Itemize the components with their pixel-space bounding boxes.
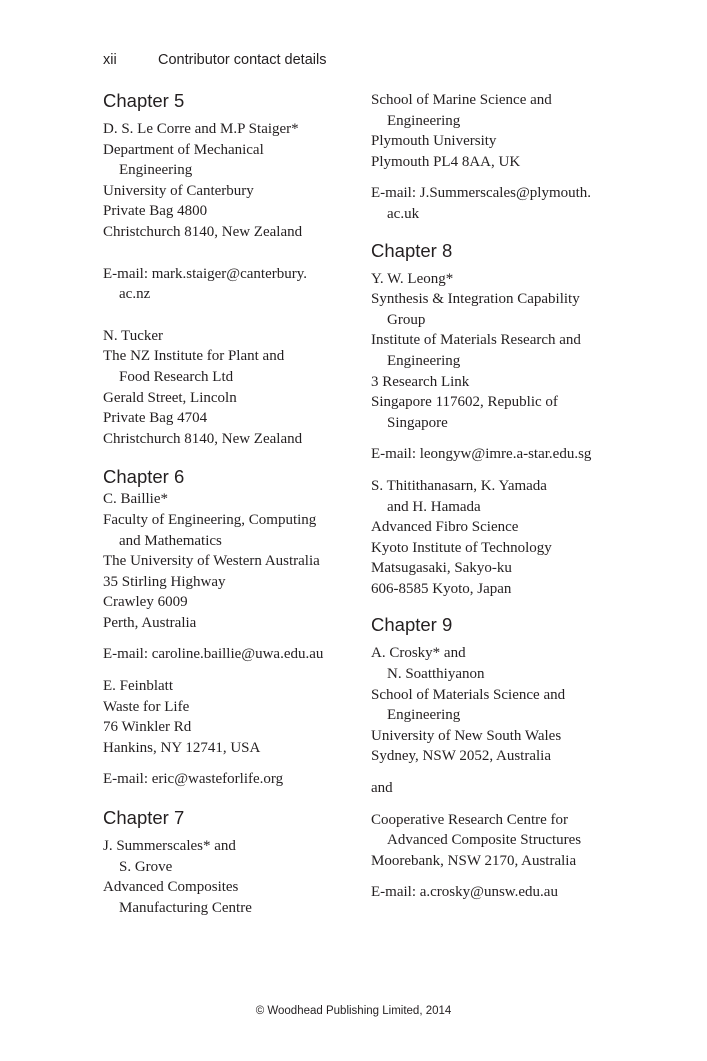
affiliation-line: Plymouth University — [371, 133, 497, 150]
affiliation-line: Engineering — [387, 707, 461, 724]
contributor-names: E. Feinblatt — [103, 678, 173, 695]
right-column — [371, 90, 633, 914]
address-line: Christchurch 8140, New Zealand — [103, 430, 303, 447]
contributor-names: C. Baillie* — [103, 491, 168, 508]
contributor-names: N. Tucker — [103, 327, 164, 344]
contributor-summerscales-grove — [103, 836, 365, 918]
email-line: E-mail: leongyw@imre.a-star.edu.sg — [371, 446, 592, 463]
affiliation-line: Institute of Materials Research and — [371, 332, 581, 349]
email-line: ac.uk — [387, 205, 420, 222]
email-baillie — [103, 644, 365, 665]
email-crosky — [371, 882, 633, 903]
and-separator — [371, 778, 633, 799]
affiliation-line: Advanced Composite Structures — [387, 832, 582, 849]
contributor-le-corre-staiger — [103, 119, 365, 243]
affiliation-line: Cooperative Research Centre for — [371, 811, 568, 828]
affiliation-line: Advanced Composites — [103, 879, 239, 896]
email-leong — [371, 444, 633, 465]
address-line: Crawley 6009 — [103, 594, 188, 611]
contributor-leong — [371, 269, 633, 434]
address-line: Moorebank, NSW 2170, Australia — [371, 852, 577, 869]
contributor-crc-acs — [371, 810, 633, 872]
contributor-tucker — [103, 326, 365, 450]
email-line: E-mail: caroline.baillie@uwa.edu.au — [103, 646, 324, 663]
address-line: Private Bag 4704 — [103, 410, 208, 427]
address-line: Christchurch 8140, New Zealand — [103, 223, 303, 240]
address-line: Gerald Street, Lincoln — [103, 389, 237, 406]
contributor-names: Y. W. Leong* — [371, 270, 454, 287]
affiliation-line: Department of Mechanical — [103, 141, 264, 158]
contributor-names: S. Grove — [119, 858, 173, 875]
chapter-7-heading: Chapter 7 — [103, 807, 185, 829]
affiliation-line: and Mathematics — [119, 532, 222, 549]
affiliation-line: The NZ Institute for Plant and — [103, 348, 285, 365]
address-line: Hankins, NY 12741, USA — [103, 739, 261, 756]
address-line: 76 Winkler Rd — [103, 719, 192, 736]
affiliation-line: University of Canterbury — [103, 182, 254, 199]
chapter-6-heading: Chapter 6 — [103, 466, 185, 488]
page-number: xii — [103, 52, 117, 68]
email-line: E-mail: a.crosky@unsw.edu.au — [371, 884, 558, 901]
contributor-names: and H. Hamada — [387, 498, 481, 515]
contributor-names: N. Soatthiyanon — [387, 666, 485, 683]
left-column — [103, 89, 365, 929]
affiliation-line: Group — [387, 311, 426, 328]
email-line: ac.nz — [119, 286, 151, 303]
affiliation-line: Waste for Life — [103, 698, 190, 715]
address-line: Perth, Australia — [103, 614, 197, 631]
chapter-5-heading: Chapter 5 — [103, 90, 185, 111]
contributor-summerscales-affiliation — [371, 90, 633, 172]
affiliation-line: Engineering — [119, 162, 193, 179]
address-line: 606-8585 Kyoto, Japan — [371, 580, 512, 597]
email-line: E-mail: mark.staiger@canterbury. — [103, 265, 308, 282]
contributor-feinblatt — [103, 676, 365, 758]
email-line: E-mail: J.Summerscales@plymouth. — [371, 185, 592, 202]
running-header — [103, 52, 326, 68]
affiliation-line: School of Marine Science and — [371, 92, 552, 108]
address-line: Plymouth PL4 8AA, UK — [371, 153, 521, 170]
address-line: Singapore — [387, 414, 448, 431]
address-line: 3 Research Link — [371, 373, 470, 390]
affiliation-line: Synthesis & Integration Capability — [371, 291, 580, 308]
affiliation-line: Engineering — [387, 112, 461, 129]
affiliation-line: Faculty of Engineering, Computing — [103, 511, 317, 528]
conjunction-text: and — [371, 780, 393, 797]
contributor-names: D. S. Le Corre and M.P Staiger* — [103, 121, 299, 137]
running-title: Contributor contact details — [158, 52, 327, 68]
affiliation-line: Manufacturing Centre — [119, 899, 252, 916]
contributor-names: S. Thitithanasarn, K. Yamada — [371, 477, 547, 494]
chapter-9-heading: Chapter 9 — [371, 614, 453, 636]
contributor-names: A. Crosky* and — [371, 645, 466, 662]
email-feinblatt — [103, 769, 365, 790]
contributor-baillie — [103, 489, 365, 633]
contributor-thitithanasarn-yamada-hamada — [371, 476, 633, 600]
address-line: Sydney, NSW 2052, Australia — [371, 748, 551, 765]
affiliation-line: Engineering — [387, 352, 461, 369]
copyright-footer: © Woodhead Publishing Limited, 2014 — [255, 1005, 452, 1017]
affiliation-line: The University of Western Australia — [103, 553, 320, 570]
affiliation-line: University of New South Wales — [371, 727, 562, 744]
email-summerscales — [371, 183, 633, 224]
email-staiger — [103, 264, 365, 305]
affiliation-line: Advanced Fibro Science — [371, 519, 519, 536]
address-line: Singapore 117602, Republic of — [371, 394, 558, 411]
email-line: E-mail: eric@wasteforlife.org — [103, 771, 284, 788]
contributor-crosky-soatthiyanon — [371, 643, 633, 767]
address-line: Matsugasaki, Sakyo-ku — [371, 560, 512, 577]
address-line: 35 Stirling Highway — [103, 573, 226, 590]
affiliation-line: Kyoto Institute of Technology — [371, 539, 552, 556]
affiliation-line: School of Materials Science and — [371, 686, 566, 703]
contributor-names: J. Summerscales* and — [103, 838, 236, 855]
address-line: Private Bag 4800 — [103, 203, 208, 220]
chapter-8-heading: Chapter 8 — [371, 239, 453, 261]
affiliation-line: Food Research Ltd — [119, 368, 234, 385]
